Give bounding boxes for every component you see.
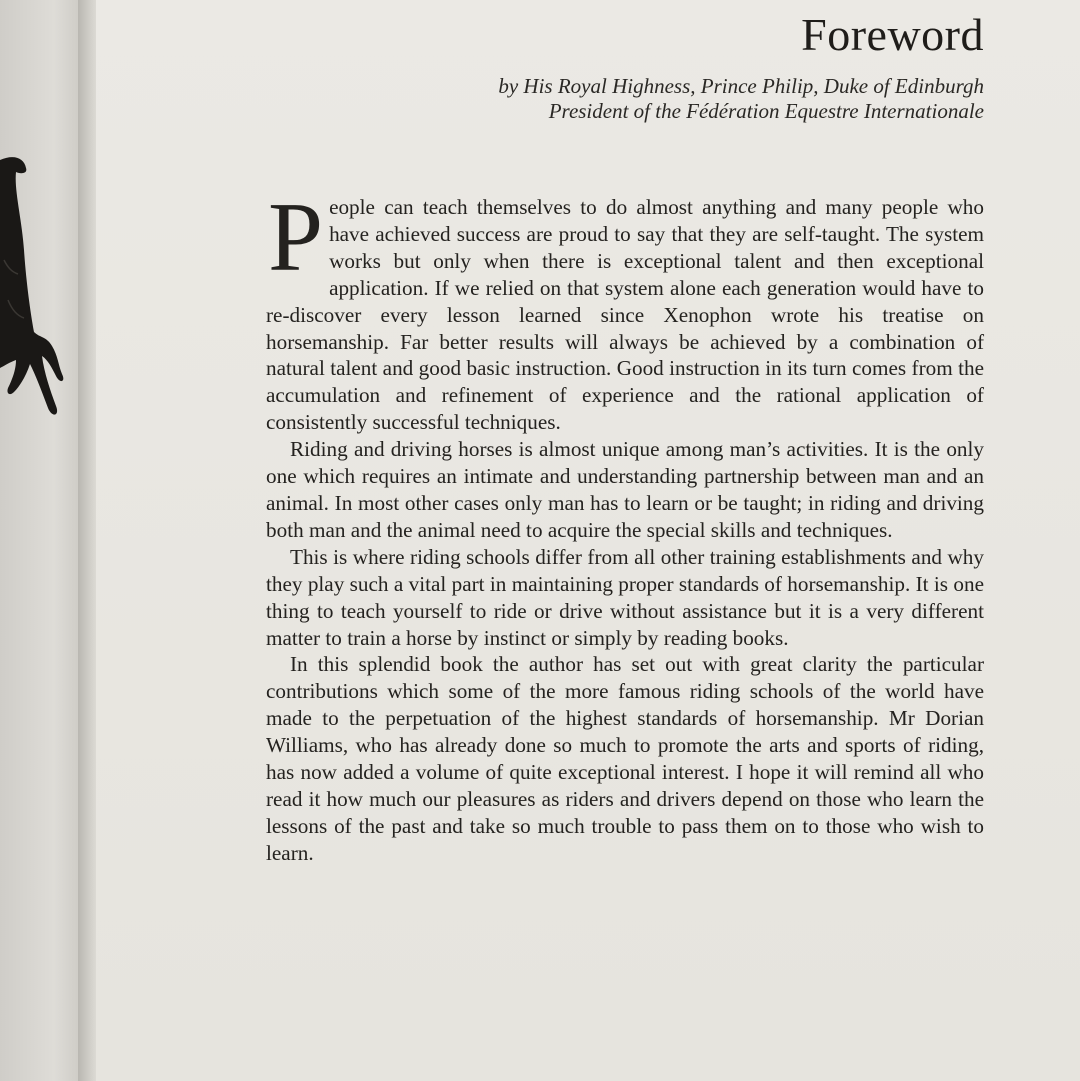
paragraph-4: In this splendid book the author has set out with great clarity the particular contributions which some of the more famous riding schools of the world have made to the perpetuation of the highest standards of horsemanship. Mr Dorian Williams, who has already done so much to promote the arts and sports of riding, has now added a volume of quite exceptional interest. I hope it will remind all who read it how much our pleasures as riders and drivers depend on those who learn the lessons of the past and take so much trouble to pass them on to those who wish to learn. (266, 652, 984, 865)
horse-illustration (0, 150, 70, 430)
left-page (0, 0, 90, 1081)
foreword-body (266, 183, 984, 867)
paragraph-1 (266, 183, 984, 436)
byline-author: by His Royal Highness, Prince Philip, Duke of Edinburgh (498, 74, 984, 98)
byline (498, 74, 984, 124)
byline-affiliation: President of the Fédération Equestre Internationale (548, 99, 984, 123)
drop-cap: P (268, 183, 324, 292)
paragraph-3: This is where riding schools differ from all other training establishments and why they play such a vital part in maintaining proper standards of horsemanship. It is one thing to teach yourself to ride or drive without assistance but it is a very different matter to train a horse by instinct or simply by reading books. (266, 544, 984, 650)
paragraph-1-text: eople can teach themselves to do almost anything and many people who have achieved success are proud to say that they are self-taught. The system works but only when there is exceptional talent and then exceptional application. If we relied on that system alone each generation would have to re-discover every lesson learned since Xenophon wrote his treatise on horsemanship. Far better results will always be achieved by a combination of natural talent and good basic instruction. Good instruction in its turn comes from the accumulation and refinement of experience and the rational application of consistently successful techniques. (266, 195, 984, 435)
page-title: Foreword (801, 9, 984, 60)
paragraph-2: Riding and driving horses is almost unique among man’s activities. It is the only one which requires an intimate and understanding partnership between man and an animal. In most other cases only man has to learn or be taught; in riding and driving both man and the animal need to acquire the special skills and techniques. (266, 437, 984, 542)
